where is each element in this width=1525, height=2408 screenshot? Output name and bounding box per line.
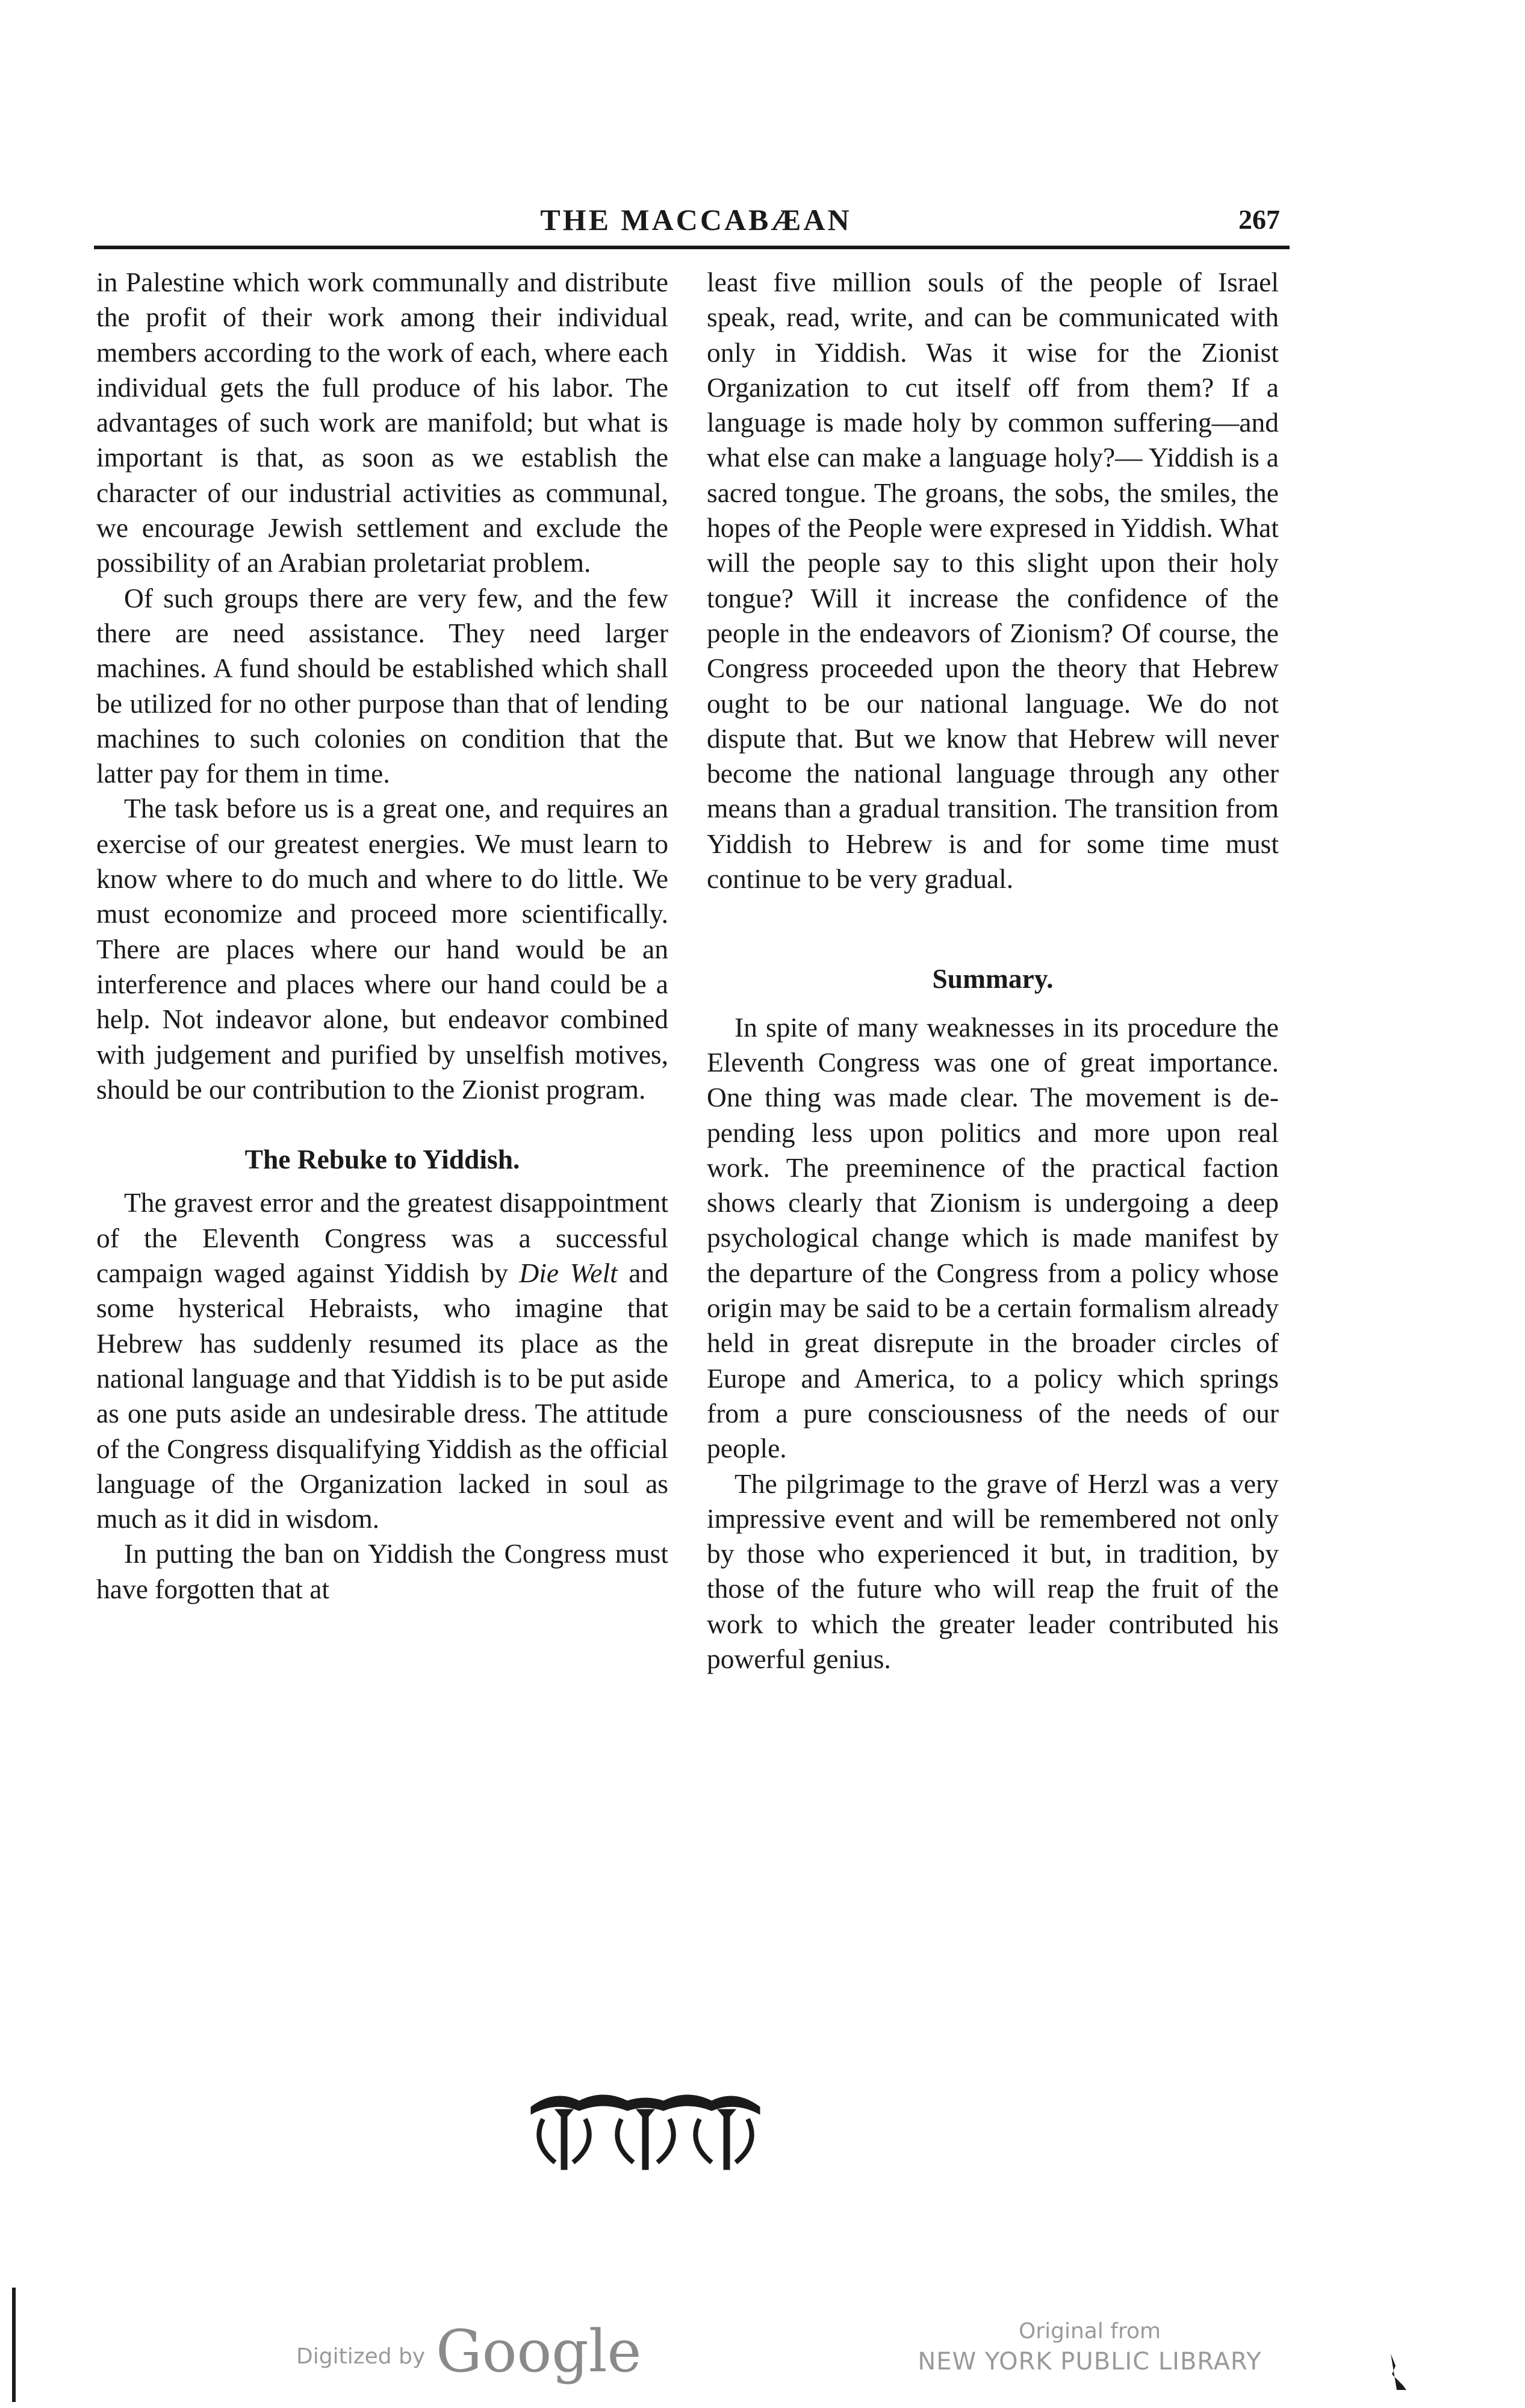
paragraph: In spite of many weaknesses in its procedure the Eleventh Congress was one of great importance. One thing was made clear. The movement is depending less upon politics and more upon real work. The preeminence of the practical faction shows clearly that Zionism is undergoing a deep psychological change which is made manifest by the departure of the Congress from a policy whose origin may be said to be a certain formalism already held in great disrepute in the broader circles of Europe and America, to a policy which springs from a pure consciousness of the needs of our people. xyxy=(707,1011,1279,1464)
section-heading-summary: Summary. xyxy=(932,963,1054,995)
running-head xyxy=(94,199,1298,244)
original-from-label: Original from xyxy=(1018,2319,1161,2344)
library-attribution xyxy=(879,2318,1300,2384)
paragraph: The pilgrimage to the grave of Herzl was a very impressive event and will be remembered not only by those who experienced it but, in tradition, by those of the future who will reap the fruit of the work to which the greater leader contributed his powerful genius. xyxy=(707,1468,1279,1674)
margin-scan-mark xyxy=(12,2288,16,2402)
running-title: THE MACCABÆAN xyxy=(540,203,852,237)
paragraph: The task before us is a great one, and requires an exercise of our greatest energies. We must learn to know where to do much and where to do little. We must economize and proceed more scientifically. There are places where our hand would be an interference and places where our hand could be a help. Not indeavor alone, but endeavor combined with judgement and purified by unselfish motives, should be our contribution to the Zionist program. xyxy=(96,793,668,1105)
corner-scan-mark xyxy=(1385,2348,1409,2390)
left-column xyxy=(96,265,668,1607)
paragraph: Of such groups there are very few, and the few there are need assistance. They need larger machines. A fund should be established which shall be utilized for no other purpose than that of lending machines to such colonies on condition that the latter pay for them in time. xyxy=(96,582,668,789)
paragraph: least five million souls of the people of Israel speak, read, write, and can be communicated with only in Yiddish. Was it wise for the Zionist Organization to cut itself off from them? If a language is made holy by common suffering—and what else can make a language holy?— Yiddish is a sacred tongue. The groans, the sobs, the smiles, the hopes of the People were expresed in Yiddish. What will the people say to this slight upon their holy tongue? Will it increase the confidence of the people in the endeavors of Zionism? Of course, the Congress proceeded upon the theory that Hebrew ought to be our national language. We do not dispute that. But we know that Hebrew will never become the national language through any other means than a gradual transition. The transition from Yiddish to Hebrew is and for some time must continue to be very gradual. xyxy=(707,267,1279,895)
paragraph: in Palestine which work communally and distribute the profit of their work among their individual members according to the work of each, where each individual gets the full produce of his labor. The advantages of such work are manifold; but what is important is that, as soon as we establish the character of our industrial activities as communal, we encourage Jewish settlement and exclude the possibility of an Arabian proletariat problem. xyxy=(96,267,668,579)
right-column xyxy=(707,265,1279,1677)
page-number: 267 xyxy=(1238,204,1280,235)
paragraph: In putting the ban on Yiddish the Congress must have forgotten that at xyxy=(96,1538,668,1604)
section-heading-yiddish: The Rebuke to Yiddish. xyxy=(244,1144,520,1175)
publication-title: Die Welt xyxy=(519,1258,618,1289)
paragraph-text: and some hysterical Hebraists, who imagine that Hebrew has suddenly resumed its place as the national language and that Yiddish is to be put aside as one puts aside an undesirable dress. The attitude of the Congress disqualifying Yiddish as the official language of the Organization lacked in soul as much as it did in wisdom. xyxy=(96,1258,668,1534)
digitized-by-label: Digitized by xyxy=(296,2344,426,2369)
paragraph-text: The gravest error and the greatest disappointment of the Eleventh Congress was a successful campaign waged against Yiddish by xyxy=(96,1187,668,1289)
google-wordmark: Google xyxy=(436,2318,642,2385)
paragraph xyxy=(96,1185,668,1536)
wreath-and-torch-ornament-icon xyxy=(519,2083,772,2173)
header-rule xyxy=(94,246,1290,249)
digitized-by-google-watermark xyxy=(296,2318,642,2388)
library-name: NEW YORK PUBLIC LIBRARY xyxy=(918,2348,1262,2375)
